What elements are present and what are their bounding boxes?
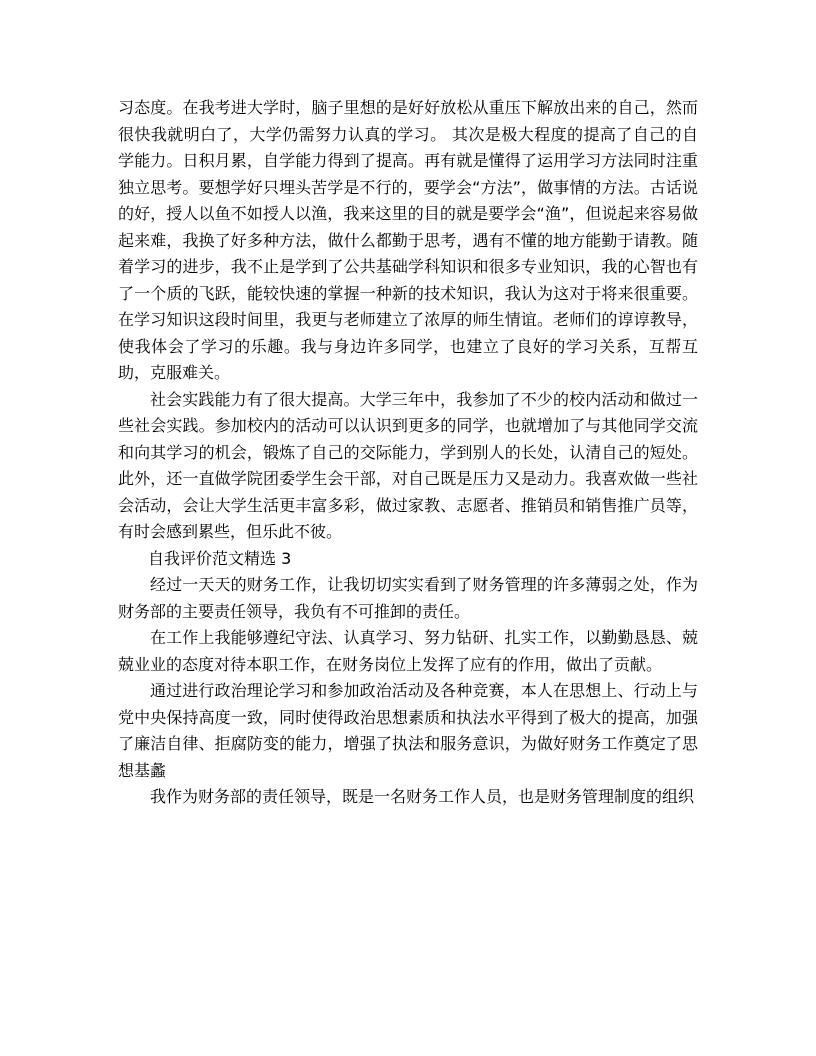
section-paragraph-4: 我作为财务部的责任领导，既是一名财务工作人员，也是财务管理制度的组织: [150, 787, 695, 806]
section-paragraph-3: 通过进行政治理论学习和参加政治活动及各种竞赛，本人在思想上、行动上与党中央保持高度一致，同时使得政治思想素质和执法水平得到了极大的提高，加强了廉洁自律、拒腐防变的能力，增强了执法和服务意识，为做好财务工作奠定了思想基蠡: [118, 681, 698, 780]
section-paragraph-2: 在工作上我能够遵纪守法、认真学习、努力钻研、扎实工作，以勤勤恳恳、兢兢业业的态度对待本职工作，在财务岗位上发挥了应有的作用，做出了贡献。: [118, 628, 698, 674]
body-paragraph-1: 习态度。在我考进大学时，脑子里想的是好好放松从重压下解放出来的自己，然而很快我就明白了，大学仍需努力认真的学习。 其次是极大程度的提高了自己的自学能力。日积月累，自学能力得到了提高。再有就是懂得了运用学习方法同时注重独立思考。要想学好只埋头苦学是不行的，要学会“方法”，做事情的方法。古话说的好，授人以鱼不如授人以渔，我来这里的目的就是要学会“渔”，但说起来容易做起来难，我换了好多种方法，做什么都勤于思考，遇有不懂的地方能勤于请教。随着学习的进步，我不止是学到了公共基础学科知识和很多专业知识，我的心智也有了一个质的飞跃，能较快速的掌握一种新的技术知识，我认为这对于将来很重要。在学习知识这段时间里，我更与老师建立了浓厚的师生情谊。老师们的谆谆教导，使我体会了学习的乐趣。我与身边许多同学，也建立了良好的学习关系，互帮互助，克服难关。: [118, 98, 698, 382]
section-paragraph-1: 经过一天天的财务工作，让我切切实实看到了财务管理的许多薄弱之处，作为财务部的主要责任领导，我负有不可推卸的责任。: [118, 575, 698, 621]
section-heading: 自我评价范文精选 3: [148, 548, 292, 568]
document-page: [118, 95, 698, 811]
body-paragraph-2: 社会实践能力有了很大提高。大学三年中，我参加了不少的校内活动和做过一些社会实践。参加校内的活动可以认识到更多的同学，也就增加了与其他同学交流和向其学习的机会，锻炼了自己的交际能力，学到别人的长处，认清自己的短处。此外，还一直做学院团委学生会干部，对自己既是压力又是动力。我喜欢做一些社会活动，会让大学生活更丰富多彩，做过家教、志愿者、推销员和销售推广员等，有时会感到累些，但乐此不彼。: [118, 389, 698, 541]
